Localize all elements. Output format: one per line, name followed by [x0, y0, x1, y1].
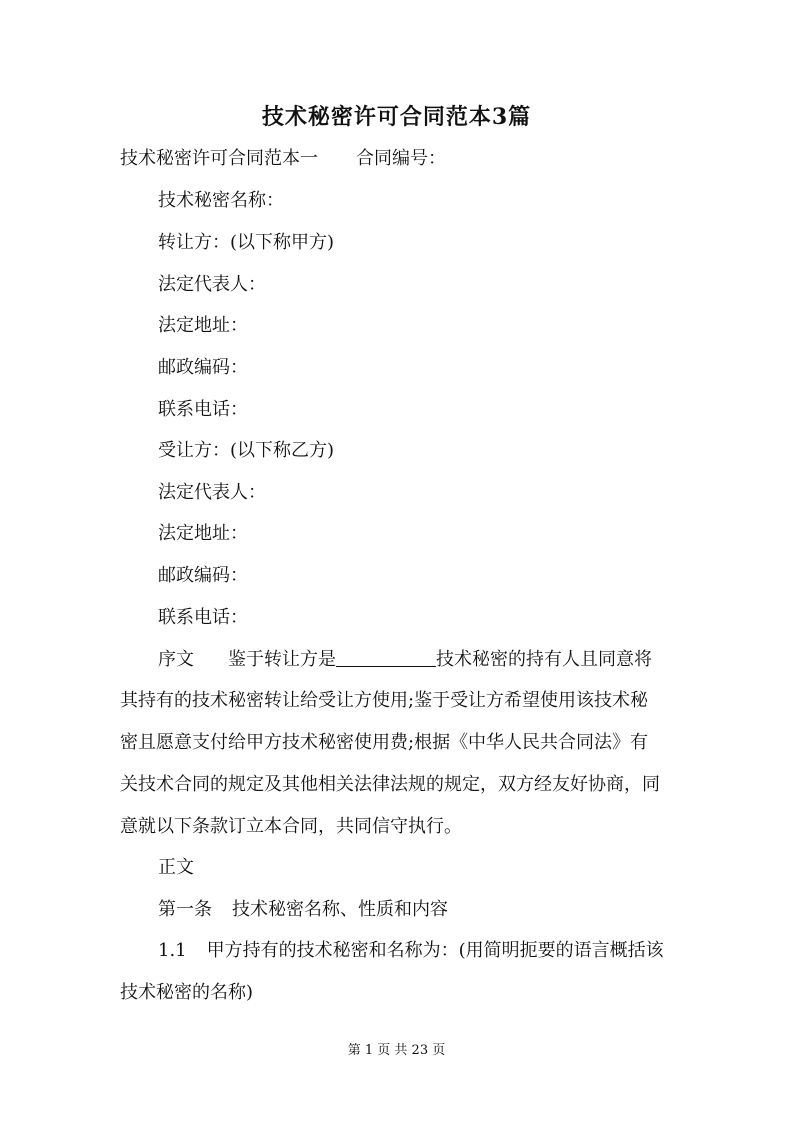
field-transferee-address: 法定地址： [158, 523, 248, 544]
preamble-line-1 [158, 647, 652, 673]
field-transferor-address: 法定地址： [158, 315, 248, 336]
fill-in-blank [336, 648, 436, 667]
field-transferee-legal-rep: 法定代表人： [158, 482, 266, 503]
field-transferor-phone: 联系电话： [158, 399, 248, 420]
article-1-title: 技术秘密名称、性质和内容 [232, 899, 448, 920]
article-1-heading [158, 897, 448, 923]
field-transferee: 受让方：(以下称乙方) [158, 440, 335, 461]
article-1-number: 第一条 [158, 899, 212, 920]
field-transferee-postcode: 邮政编码： [158, 565, 248, 586]
preamble-line-4: 关技术合同的规定及其他相关法律法规的规定，双方经友好协商，同 [120, 774, 660, 795]
preamble-line-2: 其持有的技术秘密转让给受让方使用;鉴于受让方希望使用该技术秘 [120, 690, 649, 711]
preamble-line-3: 密且愿意支付给甲方技术秘密使用费;根据《中华人民共合同法》有 [120, 732, 649, 753]
preamble-label: 序文 [158, 649, 194, 670]
field-transferor-legal-rep: 法定代表人： [158, 274, 266, 295]
clause-1-1-number: 1.1 [158, 940, 187, 961]
field-transferor: 转让方：(以下称甲方) [158, 232, 335, 253]
page-footer: 第 1 页 共 23 页 [347, 1043, 446, 1058]
clause-1-1-line-2: 技术秘密的名称) [120, 982, 254, 1003]
body-label: 正文 [158, 857, 194, 878]
clause-1-1-text: 甲方持有的技术秘密和名称为：(用简明扼要的语言概括该 [206, 940, 664, 961]
clause-1-1-line-1 [158, 938, 664, 964]
preamble-line-5: 意就以下条款订立本合同，共同信守执行。 [120, 816, 462, 837]
field-transferee-phone: 联系电话： [158, 607, 248, 628]
field-tech-secret-name: 技术秘密名称： [158, 190, 284, 211]
contract-number-label: 合同编号： [356, 148, 446, 169]
heading-line [120, 146, 446, 172]
preamble-text-before-blank: 鉴于转让方是 [228, 649, 336, 670]
field-transferor-postcode: 邮政编码： [158, 357, 248, 378]
preamble-text-after-blank: 技术秘密的持有人且同意将 [436, 649, 652, 670]
contract-subtitle: 技术秘密许可合同范本一 [120, 148, 318, 169]
document-title: 技术秘密许可合同范本3篇 [261, 104, 532, 130]
